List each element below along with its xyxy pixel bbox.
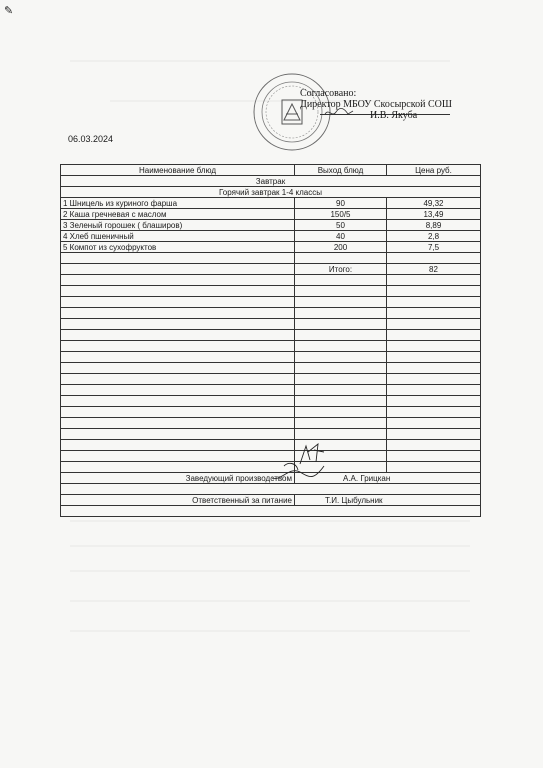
header-price: Цена руб.	[387, 165, 481, 176]
empty-row	[61, 506, 481, 517]
dish-price: 8,89	[387, 220, 481, 231]
production-manager-name: А.А. Грицкан	[295, 473, 481, 484]
nutrition-responsible-label: Ответственный за питание	[61, 495, 295, 506]
dish-name: 3 Зеленый горошек ( блаширов)	[61, 220, 295, 231]
dish-yield: 50	[295, 220, 387, 231]
empty-row	[61, 385, 481, 396]
official-seal-icon	[252, 72, 332, 152]
nutrition-responsible-row	[61, 495, 481, 506]
dish-yield: 40	[295, 231, 387, 242]
director-signature-icon	[324, 106, 354, 118]
dish-yield: 90	[295, 198, 387, 209]
empty-row	[61, 330, 481, 341]
empty-row	[61, 484, 481, 495]
table-row	[61, 242, 481, 253]
subsection-title: Горячий завтрак 1-4 классы	[61, 187, 481, 198]
show-through-line	[70, 600, 470, 602]
total-label: Итого:	[295, 264, 387, 275]
dish-price: 13,49	[387, 209, 481, 220]
empty-row	[61, 297, 481, 308]
empty-row	[61, 418, 481, 429]
director-name: И.В. Якуба	[370, 110, 418, 121]
total-row	[61, 264, 481, 275]
header-yield: Выход блюд	[295, 165, 387, 176]
empty-row	[61, 341, 481, 352]
empty-row	[61, 253, 481, 264]
empty-row	[61, 440, 481, 451]
show-through-line	[70, 545, 470, 547]
empty-row	[61, 429, 481, 440]
production-manager-label: Заведующий производством	[61, 473, 295, 484]
empty-row	[61, 275, 481, 286]
dish-price: 7,5	[387, 242, 481, 253]
dish-name: 5 Компот из сухофруктов	[61, 242, 295, 253]
show-through-line	[70, 520, 470, 522]
show-through-line	[70, 60, 450, 62]
section-row	[61, 176, 481, 187]
nutrition-signature-icon	[270, 460, 326, 484]
dish-yield: 150/5	[295, 209, 387, 220]
subsection-row	[61, 187, 481, 198]
dish-name: 4 Хлеб пшеничный	[61, 231, 295, 242]
empty-row	[61, 308, 481, 319]
empty-row	[61, 363, 481, 374]
empty-row	[61, 396, 481, 407]
dish-yield: 200	[295, 242, 387, 253]
header-dish-name: Наименование блюд	[61, 165, 295, 176]
empty-row	[61, 319, 481, 330]
table-row	[61, 198, 481, 209]
total-value: 82	[387, 264, 481, 275]
document-date: 06.03.2024	[68, 134, 114, 144]
table-header-row	[61, 165, 481, 176]
dish-name: 2 Каша гречневая с маслом	[61, 209, 295, 220]
empty-row	[61, 374, 481, 385]
show-through-line	[70, 630, 470, 632]
empty-row	[61, 407, 481, 418]
approval-position: Директор МБОУ Скосырской СОШ	[300, 99, 452, 110]
dish-price: 2,8	[387, 231, 481, 242]
empty-row	[61, 352, 481, 363]
show-through-line	[70, 570, 470, 572]
section-title: Завтрак	[61, 176, 481, 187]
table-row	[61, 209, 481, 220]
dish-price: 49,32	[387, 198, 481, 209]
approval-title: Согласовано:	[300, 88, 357, 99]
approval-block	[300, 88, 452, 121]
dish-name: 1 Шницель из куриного фарша	[61, 198, 295, 209]
corner-mark-icon: ✎	[4, 4, 14, 17]
empty-row	[61, 286, 481, 297]
table-row	[61, 220, 481, 231]
nutrition-responsible-name: Т.И. Цыбульник	[295, 495, 481, 506]
table-row	[61, 231, 481, 242]
